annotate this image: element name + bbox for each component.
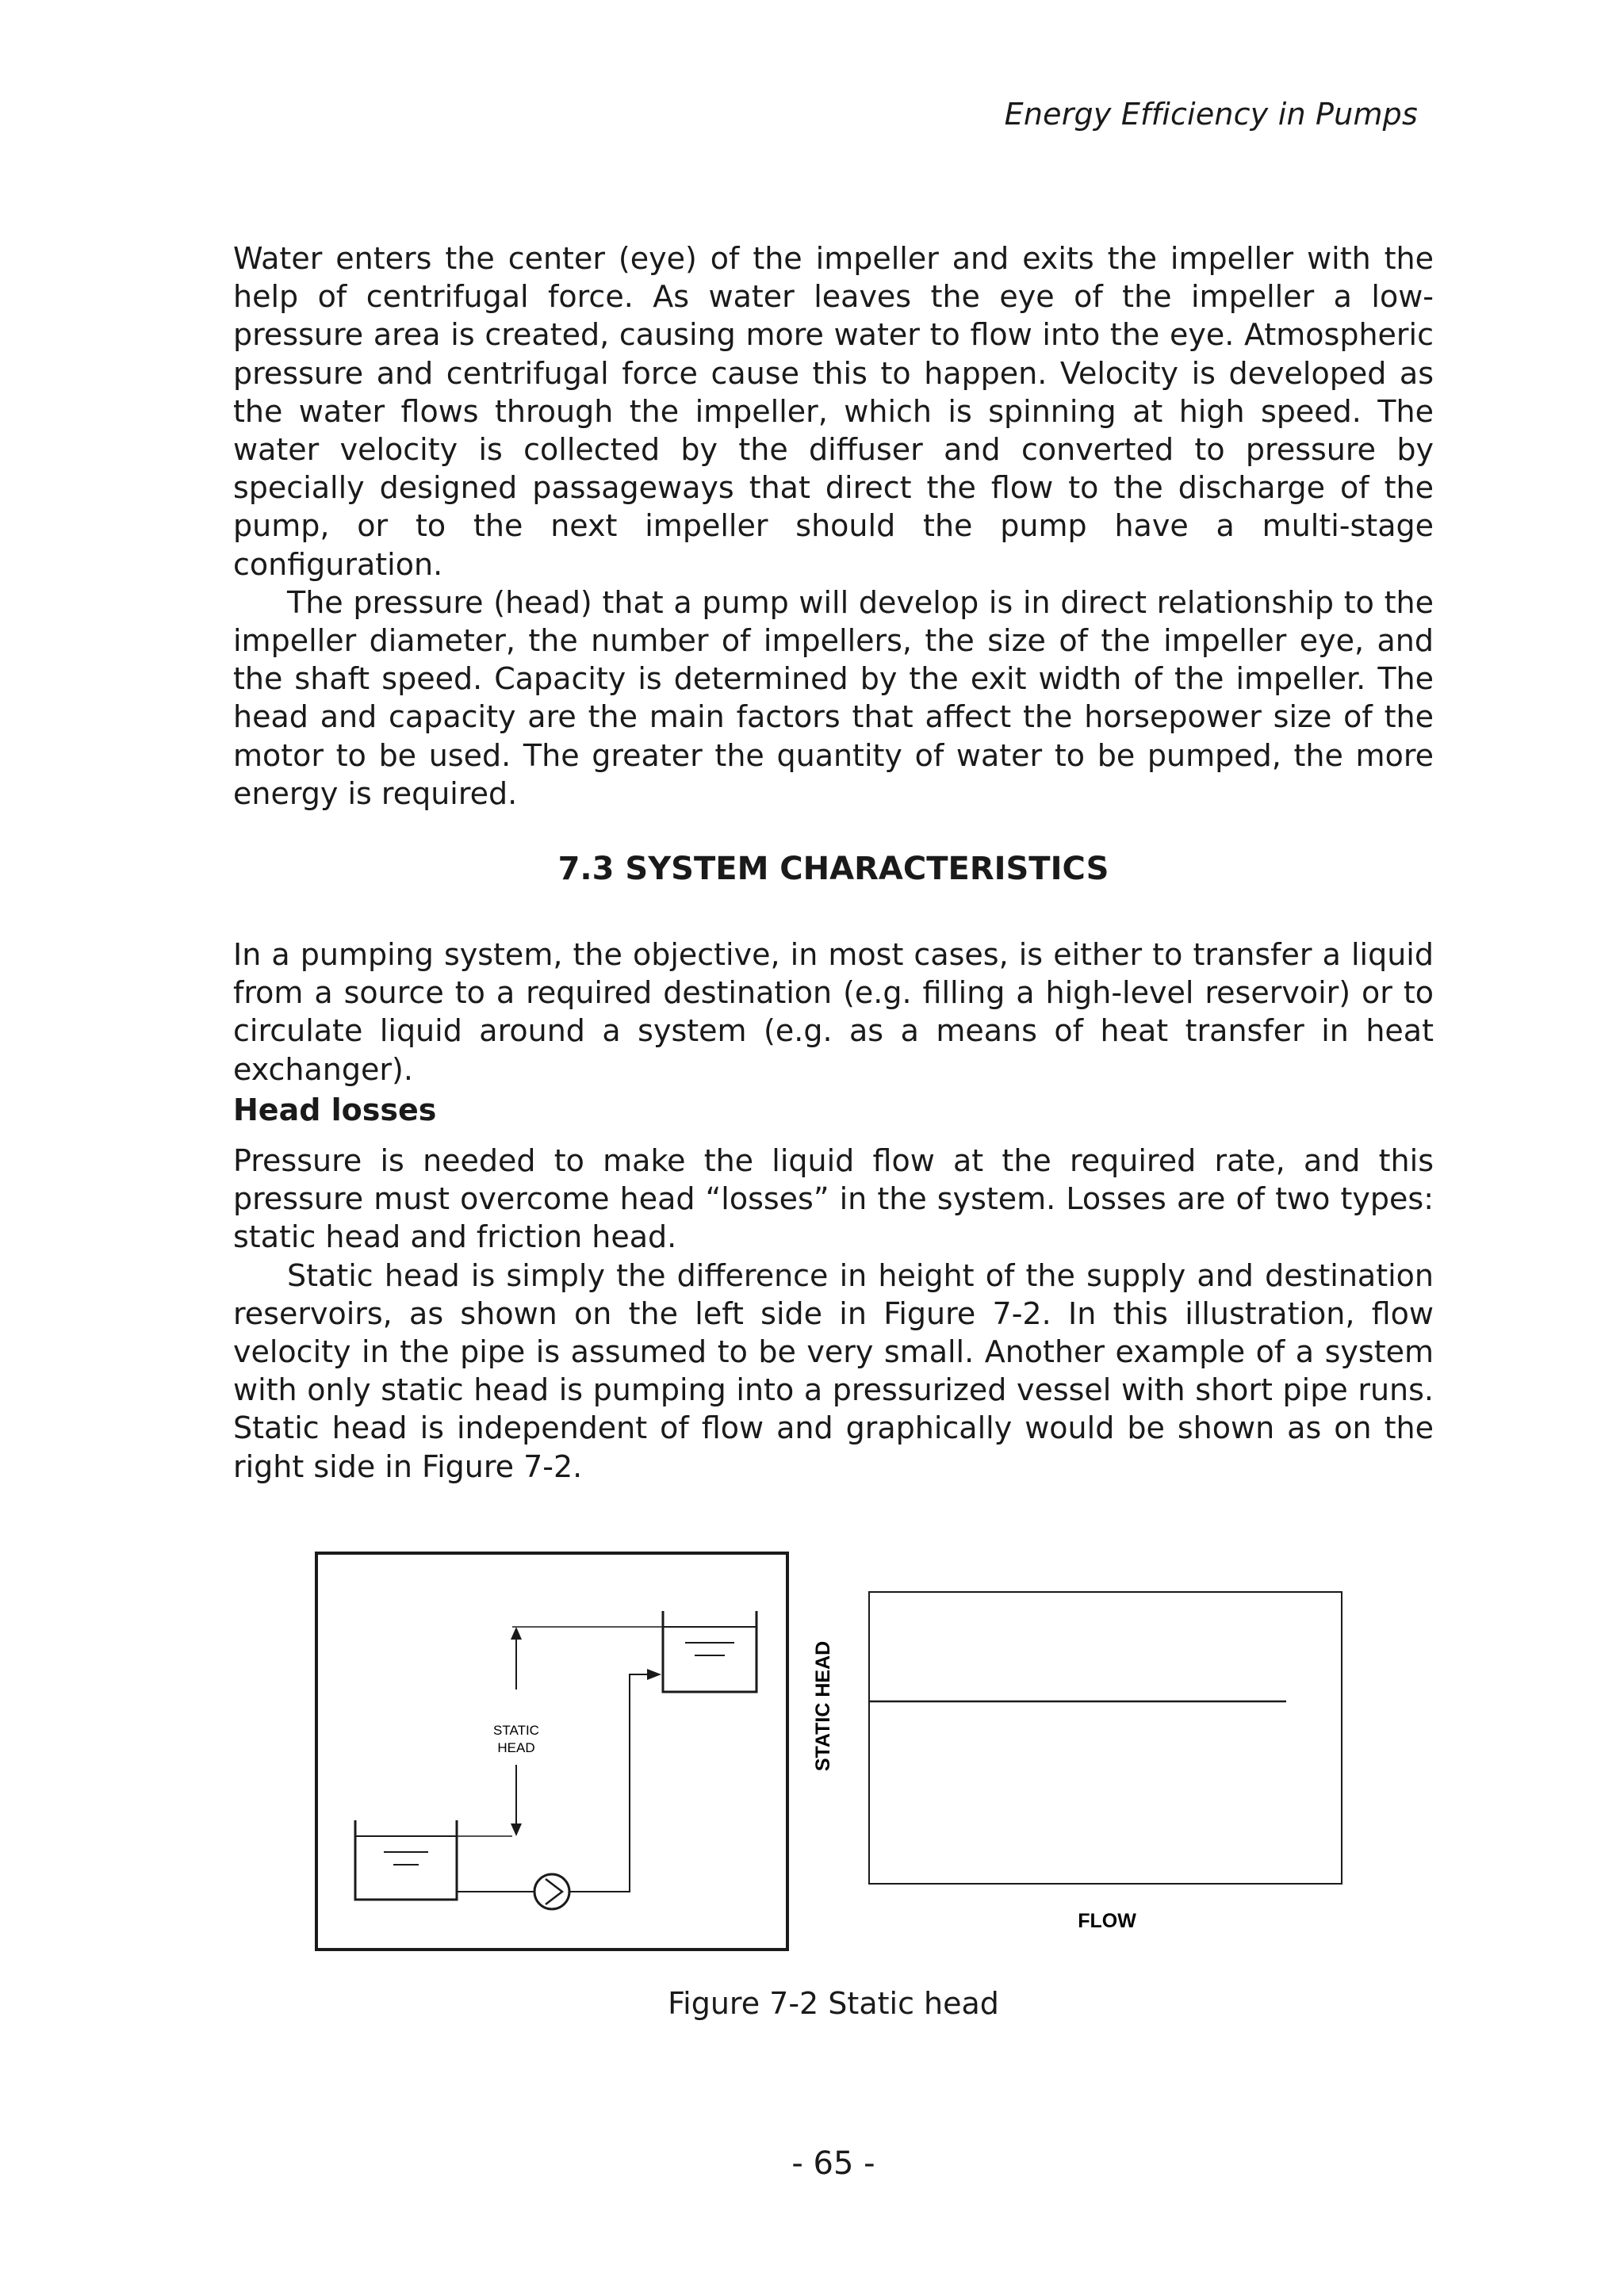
graph-plot-area [869,1592,1342,1884]
graph-x-axis-label: FLOW [1078,1910,1136,1932]
system-objective-text [233,936,1434,1089]
paragraph-impeller-flow: Water enters the center (eye) of the impeller and exits the impeller with the help of centrifugal force. As water leaves the eye of the impeller a low-pressure area is created, causing more water to flow into the eye. Atmospheric pressure and centrifugal force cause this to happen. Velocity is developed as the water flows through the impeller, which is spinning at high speed. The water velocity is collected by the diffuser and converted to pressure by specially designed passageways that direct the flow to the discharge of the pump, or to the next impeller should the pump have a multi-stage configuration. [233,241,1434,582]
paragraph-static-head: Static head is simply the difference in height of the supply and destination reservoirs, as shown on the left side in Figure 7-2. In this illustration, flow velocity in the pipe is assumed to be very small. Another example of a system with only static head is pumping into a pressurized vessel with short pipe runs. Static head is independent of flow and graphically would be shown as on the right side in Figure 7-2. [233,1257,1434,1484]
piping [457,1669,661,1892]
paragraph-system-objective: In a pumping system, the objective, in most cases, is either to transfer a liquid from a source to a required destination (e.g. filling a high-level reservoir) or to circulate liquid around a system (e.g. as a means of heat transfer in heat exchanger). [233,937,1434,1087]
figure-caption: Figure 7-2 Static head [668,1986,999,2021]
section-title: 7.3 SYSTEM CHARACTERISTICS [557,851,1109,887]
paragraph-pump-head: The pressure (head) that a pump will develop is in direct relationship to the impeller diameter, the number of impellers, the size of the impeller eye, and the shaft speed. Capacity is determined by the exit width of the impeller. The head and capacity are the main factors that affect the horsepower size of the motor to be used. The greater the quantity of water to be pumped, the more energy is required. [233,584,1434,811]
intro-text-block [233,239,1434,813]
static-head-system-diagram [314,1551,790,1955]
pump-icon [534,1874,569,1909]
page-number: - 65 - [791,2145,875,2182]
static-head-flow-graph [806,1551,1345,1955]
static-head-label-line1: STATIC [493,1723,539,1738]
figure-static-head [314,1551,1345,1971]
static-head-label-line2: HEAD [497,1740,535,1755]
running-header: Energy Efficiency in Pumps [1004,97,1418,132]
subheading-head-losses: Head losses [233,1093,437,1127]
head-losses-text-block [233,1142,1434,1486]
graph-y-axis-label: STATIC HEAD [812,1640,834,1772]
paragraph-head-losses: Pressure is needed to make the liquid flow at the required rate, and this pressure must overcome head “losses” in the system. Losses are of two types: static head and friction head. [233,1143,1434,1255]
destination-tank [663,1611,756,1692]
supply-tank [355,1820,457,1900]
